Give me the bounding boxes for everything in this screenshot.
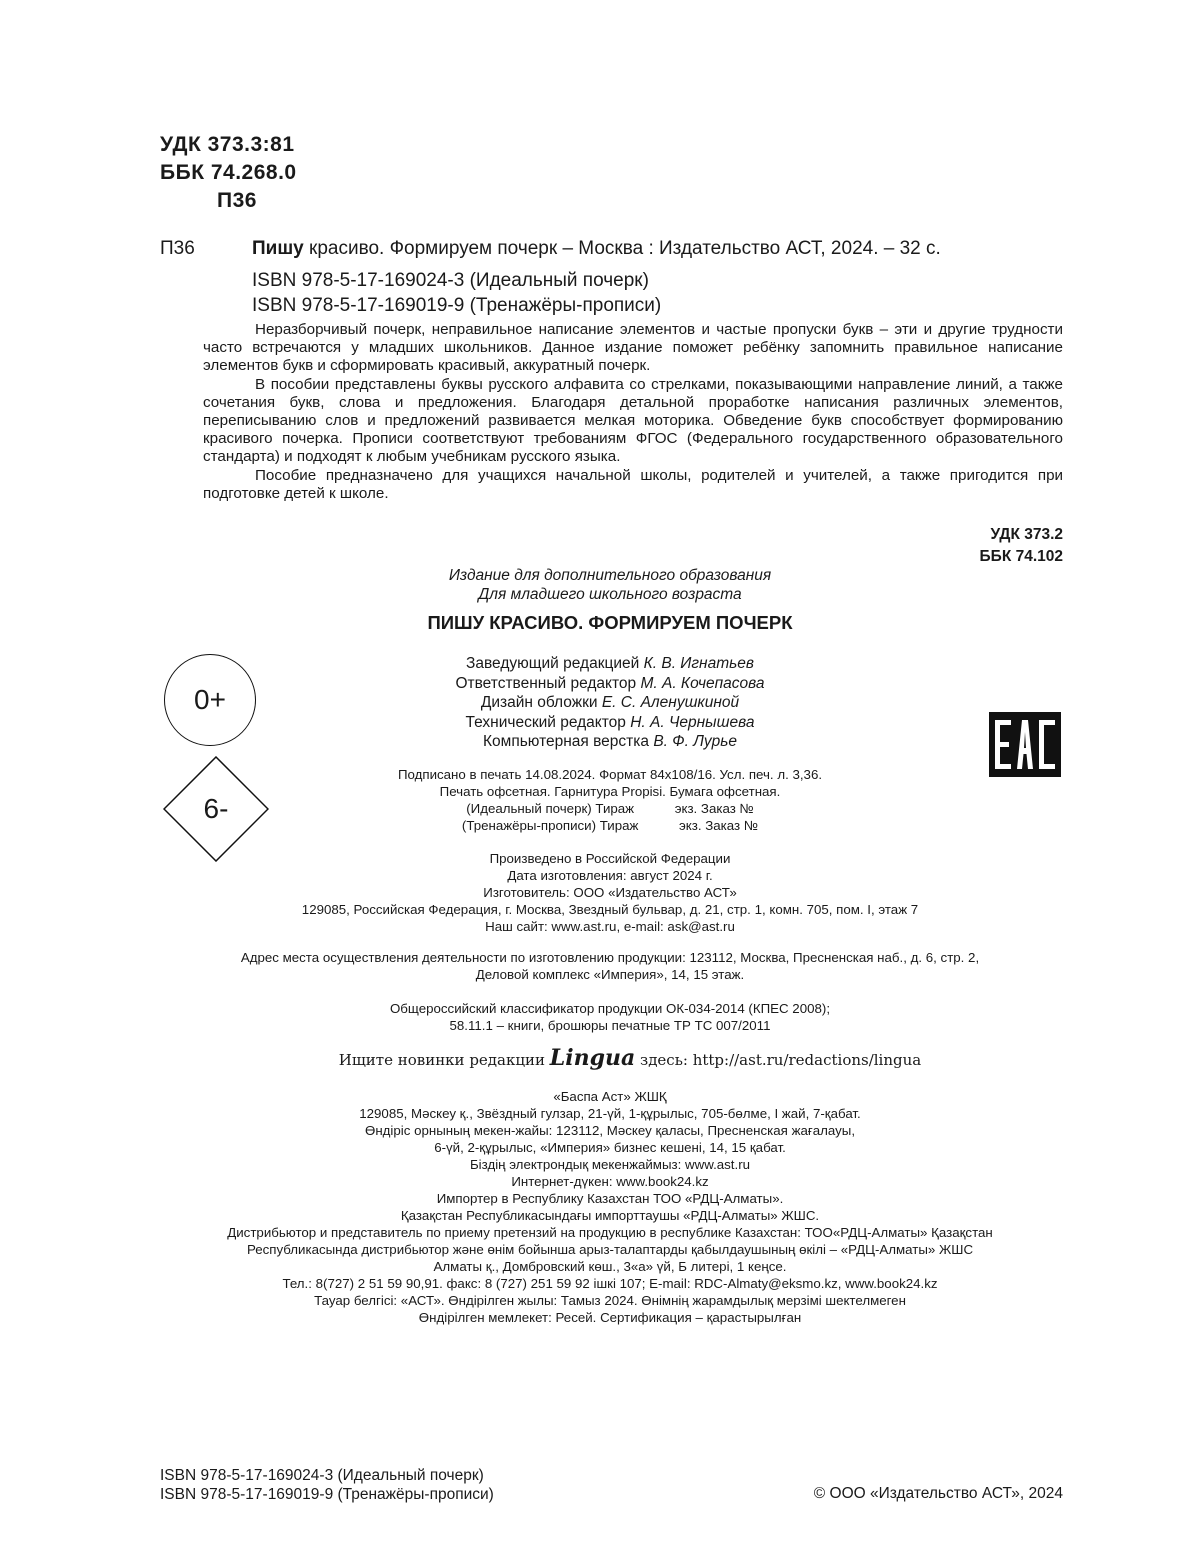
lingua-promo bbox=[200, 1045, 1060, 1071]
staff-name: В. Ф. Лурье bbox=[653, 733, 737, 750]
age-rating-circle: 0+ bbox=[164, 654, 256, 746]
udk-code: УДК 373.3:81 bbox=[160, 133, 295, 156]
kz-line: Қазақстан Республикасындағы импорттаушы «РДЦ-Алматы» ЖШС. bbox=[400, 1208, 820, 1223]
staff-name: Е. С. Аленушкиной bbox=[601, 694, 740, 711]
staff-entry bbox=[300, 713, 920, 733]
bbk-short: ББК 74.102 bbox=[979, 548, 1063, 565]
print-line: (Идеальный почерк) Тираж экз. Заказ № bbox=[466, 801, 754, 816]
kz-line: Импортер в Республику Казахстан ТОО «РДЦ-Алматы». bbox=[436, 1191, 784, 1206]
production-address bbox=[120, 949, 1100, 983]
bottom-isbn-2: ISBN 978-5-17-169019-9 (Тренажёры-прописи) bbox=[160, 1485, 494, 1503]
catalog-title bbox=[252, 238, 941, 260]
staff-name: М. А. Кочепасова bbox=[640, 674, 765, 692]
book-title: ПИШУ КРАСИВО. ФОРМИРУЕМ ПОЧЕРК bbox=[427, 612, 793, 633]
manufacturer-info bbox=[150, 850, 1070, 935]
kz-line: Өндіріс орнының мекен-жайы: 123112, Мәскеу қаласы, Пресненская жағалауы, bbox=[364, 1123, 856, 1138]
kz-line: Біздің электрондық мекенжаймыз: www.ast.ru bbox=[469, 1157, 751, 1172]
author-mark: П36 bbox=[217, 189, 257, 212]
manufacturer-line: Изготовитель: ООО «Издательство АСТ» bbox=[483, 885, 737, 900]
product-classifier bbox=[250, 1000, 970, 1034]
staff-role: Дизайн обложки bbox=[480, 694, 602, 711]
address-line: Деловой комплекс «Империя», 14, 15 этаж. bbox=[475, 967, 745, 982]
catalog-title-bold: Пишу bbox=[252, 238, 304, 259]
kz-line: Интернет-дүкен: www.book24.kz bbox=[511, 1174, 709, 1189]
abstract-paragraph: Пособие предназначено для учащихся начальной школы, родителей и учителей, а также пригодится при подготовке детей к школе. bbox=[203, 466, 1063, 502]
staff-role: Заведующий редакцией bbox=[466, 655, 644, 672]
manufacturer-line: 129085, Российская Федерация, г. Москва, Звездный бульвар, д. 21, стр. 1, комн. 705, пом. I, этаж 7 bbox=[301, 902, 919, 917]
manufacturer-line: Произведено в Российской Федерации bbox=[489, 851, 731, 866]
staff-name: К. В. Игнатьев bbox=[643, 655, 754, 672]
kz-line: Тел.: 8(727) 2 51 59 90,91. факс: 8 (727) 251 59 92 ішкі 107; E-mail: RDC-Almaty@eksmo.kz, www.book24.kz bbox=[282, 1276, 938, 1291]
manufacturer-line: Дата изготовления: август 2024 г. bbox=[507, 868, 713, 883]
kz-line: Алматы қ., Домбровский көш., 3«а» үй, Б литері, 1 кеңсе. bbox=[433, 1259, 787, 1274]
classifier-line: Общероссийский классификатор продукции ОК-034-2014 (КПЕС 2008); bbox=[389, 1001, 831, 1016]
kz-line: Тауар белгісі: «АСТ». Өндірілген жылы: Тамыз 2024. Өнімнің жарамдылық мерзімі шектелмеген bbox=[314, 1293, 906, 1308]
catalog-isbn-1: ISBN 978-5-17-169024-3 (Идеальный почерк) bbox=[252, 270, 649, 291]
age-rating-diamond: 6- bbox=[203, 793, 229, 824]
print-line: (Тренажёры-прописи) Тираж экз. Заказ № bbox=[461, 818, 759, 833]
manufacturer-line: Наш сайт: www.ast.ru, e-mail: ask@ast.ru bbox=[485, 919, 735, 934]
lingua-logo: Lingua bbox=[549, 1045, 636, 1071]
print-line: Подписано в печать 14.08.2024. Формат 84x108/16. Усл. печ. л. 3,36. bbox=[397, 767, 823, 782]
address-line: Адрес места осуществления деятельности по изготовлению продукции: 123112, Москва, Пресненская наб., д. 6, стр. 2, bbox=[240, 950, 980, 965]
short-codes bbox=[980, 524, 1063, 568]
abstract-paragraph: Неразборчивый почерк, неправильное написание элементов и частые пропуски букв – эти и другие трудности часто встречаются у младших школьников. Данное издание поможет ребёнку запомнить правильное написание элементов букв и сформировать красивый, аккуратный почерк. bbox=[203, 321, 1063, 375]
bottom-isbn-list bbox=[160, 1467, 494, 1504]
lingua-text-after: здесь: http://ast.ru/redactions/lingua bbox=[635, 1051, 922, 1069]
edition-line-1: Издание для дополнительного образования bbox=[448, 567, 772, 584]
kz-line: Дистрибьютор и представитель по приему претензий на продукцию в республике Казахстан: ТОО«РДЦ-Алматы» Қазақстан bbox=[227, 1225, 993, 1240]
catalog-isbn-2: ISBN 978-5-17-169019-9 (Тренажёры-прописи) bbox=[252, 295, 662, 316]
catalog-label: П36 bbox=[160, 238, 195, 259]
lingua-text-before: Ищите новинки редакции bbox=[338, 1051, 550, 1069]
staff-entry bbox=[300, 732, 920, 752]
edition-info bbox=[300, 566, 920, 604]
staff-entry bbox=[300, 674, 920, 694]
staff-entry bbox=[300, 693, 920, 713]
staff-role: Технический редактор bbox=[465, 713, 631, 731]
catalog-isbn-list bbox=[252, 268, 661, 318]
kz-line: 6-үй, 2-құрылыс, «Империя» бизнес кешені, 14, 15 қабат. bbox=[434, 1140, 786, 1155]
bottom-isbn-1: ISBN 978-5-17-169024-3 (Идеальный почерк) bbox=[160, 1467, 484, 1484]
kazakhstan-info bbox=[120, 1088, 1100, 1326]
print-line: Печать офсетная. Гарнитура Propisi. Бумага офсетная. bbox=[439, 784, 781, 799]
bbk-code: ББК 74.268.0 bbox=[160, 161, 297, 184]
kz-line: Республикасында дистрибьютор және өнім бойынша арыз-талаптарды қабылдаушының өкілі – «РДЦ-Алматы» ЖШС bbox=[246, 1242, 974, 1257]
staff-name: Н. А. Чернышева bbox=[630, 713, 755, 731]
staff-role: Компьютерная верстка bbox=[483, 733, 654, 750]
staff-list bbox=[300, 654, 920, 752]
copyright: © ООО «Издательство АСТ», 2024 bbox=[813, 1485, 1063, 1502]
eac-mark-icon bbox=[989, 712, 1061, 777]
staff-entry bbox=[300, 654, 920, 674]
kz-line: Өндірілген мемлекет: Ресей. Сертификация – қарастырылған bbox=[418, 1310, 802, 1325]
staff-role: Ответственный редактор bbox=[455, 674, 641, 692]
catalog-title-rest: красиво. Формируем почерк – Москва : Издательство АСТ, 2024. – 32 с. bbox=[303, 238, 941, 259]
kz-line: 129085, Мәскеу қ., Звёздный гулзар, 21-үй, 1-құрылыс, 705-бөлме, I жай, 7-қабат. bbox=[359, 1106, 861, 1121]
classification-codes bbox=[160, 131, 297, 215]
abstract-paragraph: В пособии представлены буквы русского алфавита со стрелками, показывающими направление линий, а также сочетания букв, слова и предложения. Благодаря детальной проработке написания различных элементов, переписыванию слов и предложений развивается мелкая моторика. Обведение букв способствует формированию красивого почерка. Прописи соответствуют требованиям ФГОС (Федерального государственного образовательного стандарта) и подходят к любым учебникам русского языка. bbox=[203, 375, 1063, 466]
kz-line: «Баспа Аст» ЖШҚ bbox=[553, 1089, 667, 1104]
print-info bbox=[250, 766, 970, 834]
udk-short: УДК 373.2 bbox=[990, 526, 1063, 543]
abstract bbox=[203, 321, 1063, 503]
classifier-line: 58.11.1 – книги, брошюры печатные ТР ТС 007/2011 bbox=[449, 1018, 771, 1033]
edition-line-2: Для младшего школьного возраста bbox=[478, 586, 742, 603]
